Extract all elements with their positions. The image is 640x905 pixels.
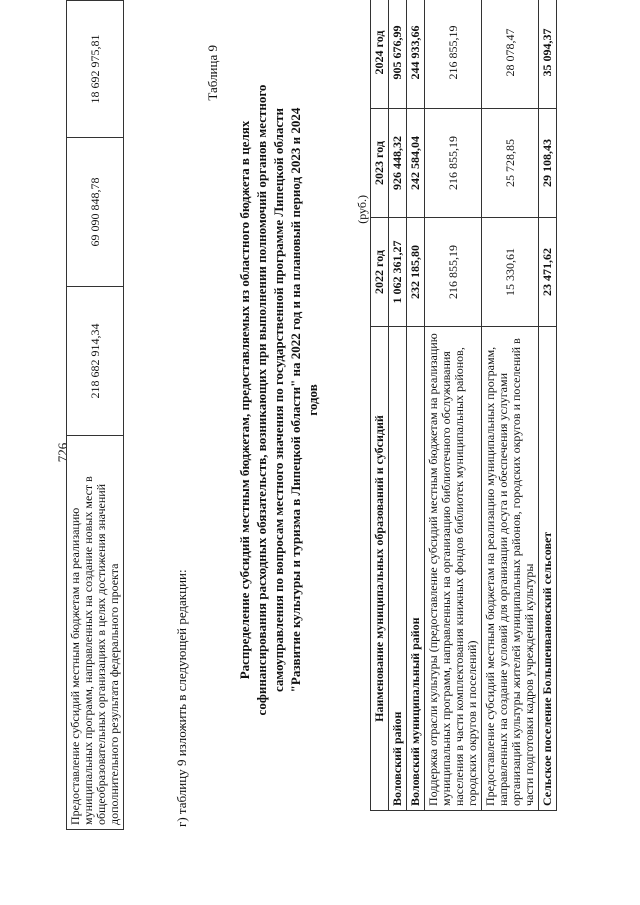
table-cell-value: 69 090 848,78 bbox=[67, 138, 124, 287]
table-cell-2024: 905 676,99 bbox=[389, 0, 407, 109]
table-cell-name: Поддержка отрасли культуры (предоставление субсидий местным бюджетам на реализацию муниципальных программ, направленных на организацию библиотечного обслуживания населения в части комплектования книжных фондов библиотек муниципальных районов, городских округов и поселений) bbox=[425, 327, 482, 811]
column-header-2023: 2023 год bbox=[371, 109, 389, 218]
table-cell-2022: 1 062 361,27 bbox=[389, 218, 407, 327]
table-cell-2023: 29 108,43 bbox=[539, 109, 557, 218]
instruction-text: г) таблицу 9 изложить в следующей редакции: bbox=[174, 569, 189, 827]
heading-line: Распределение субсидий местным бюджетам, предоставляемых из областного бюджета в целях bbox=[237, 120, 252, 680]
column-header-name: Наименование муниципальных образований и субсидий bbox=[371, 327, 389, 811]
table-cell-name: Воловский муниципальный район bbox=[407, 327, 425, 811]
table-heading bbox=[236, 15, 321, 785]
heading-line: самоуправления по вопросам местного значения по государственной программе Липецкой области bbox=[271, 107, 286, 693]
table-cell-value: 218 682 914,34 bbox=[67, 287, 124, 436]
unit-label: (руб.) bbox=[355, 195, 369, 224]
table-cell-description: Предоставление субсидий местным бюджетам на реализацию муниципальных программ, направленных на создание новых мест в общеобразовательных организациях в целях достижения значений дополнительного результата федерального проекта bbox=[67, 436, 124, 830]
table-cell-name: Воловский район bbox=[389, 327, 407, 811]
table-cell-2024: 244 933,66 bbox=[407, 0, 425, 109]
page-number: 726 bbox=[55, 442, 70, 463]
table-row bbox=[425, 0, 482, 811]
table-row bbox=[389, 0, 407, 811]
table-row bbox=[67, 1, 124, 830]
table-cell-2023: 216 855,19 bbox=[425, 109, 482, 218]
table-row bbox=[539, 0, 557, 811]
subsidy-table bbox=[370, 0, 557, 811]
table-cell-2024: 28 078,47 bbox=[482, 0, 539, 109]
heading-line: годов bbox=[305, 384, 320, 416]
table-cell-2023: 25 728,85 bbox=[482, 109, 539, 218]
table-cell-2024: 216 855,19 bbox=[425, 0, 482, 109]
table-cell-2022: 232 185,80 bbox=[407, 218, 425, 327]
table-cell-2022: 15 330,61 bbox=[482, 218, 539, 327]
table-row bbox=[482, 0, 539, 811]
table-cell-2023: 926 448,32 bbox=[389, 109, 407, 218]
table-cell-2022: 23 471,62 bbox=[539, 218, 557, 327]
table-cell-2023: 242 584,04 bbox=[407, 109, 425, 218]
table-header-row bbox=[371, 0, 389, 811]
table-cell-name: Сельское поселение Большеивановский сельсовет bbox=[539, 327, 557, 811]
previous-table-fragment bbox=[66, 0, 124, 830]
table-label: Таблица 9 bbox=[205, 45, 220, 101]
heading-line: софинансирования расходных обязательств, возникающих при выполнении полномочий органов местного bbox=[254, 84, 269, 716]
heading-line: "Развитие культуры и туризма в Липецкой области" на 2022 год и на плановый период 2023 и 2024 bbox=[288, 107, 303, 693]
column-header-2022: 2022 год bbox=[371, 218, 389, 327]
table-cell-value: 18 692 975,81 bbox=[67, 1, 124, 138]
table-cell-name: Предоставление субсидий местным бюджетам на реализацию муниципальных программ, направленных на создание условий для организации досуга и обеспечения услугами организаций культуры жителей муниципальных районов, городских округов и поселений в части подготовки кадров учреждений культуры bbox=[482, 327, 539, 811]
table-cell-2022: 216 855,19 bbox=[425, 218, 482, 327]
table-cell-2024: 35 094,37 bbox=[539, 0, 557, 109]
table-row bbox=[407, 0, 425, 811]
column-header-2024: 2024 год bbox=[371, 0, 389, 109]
